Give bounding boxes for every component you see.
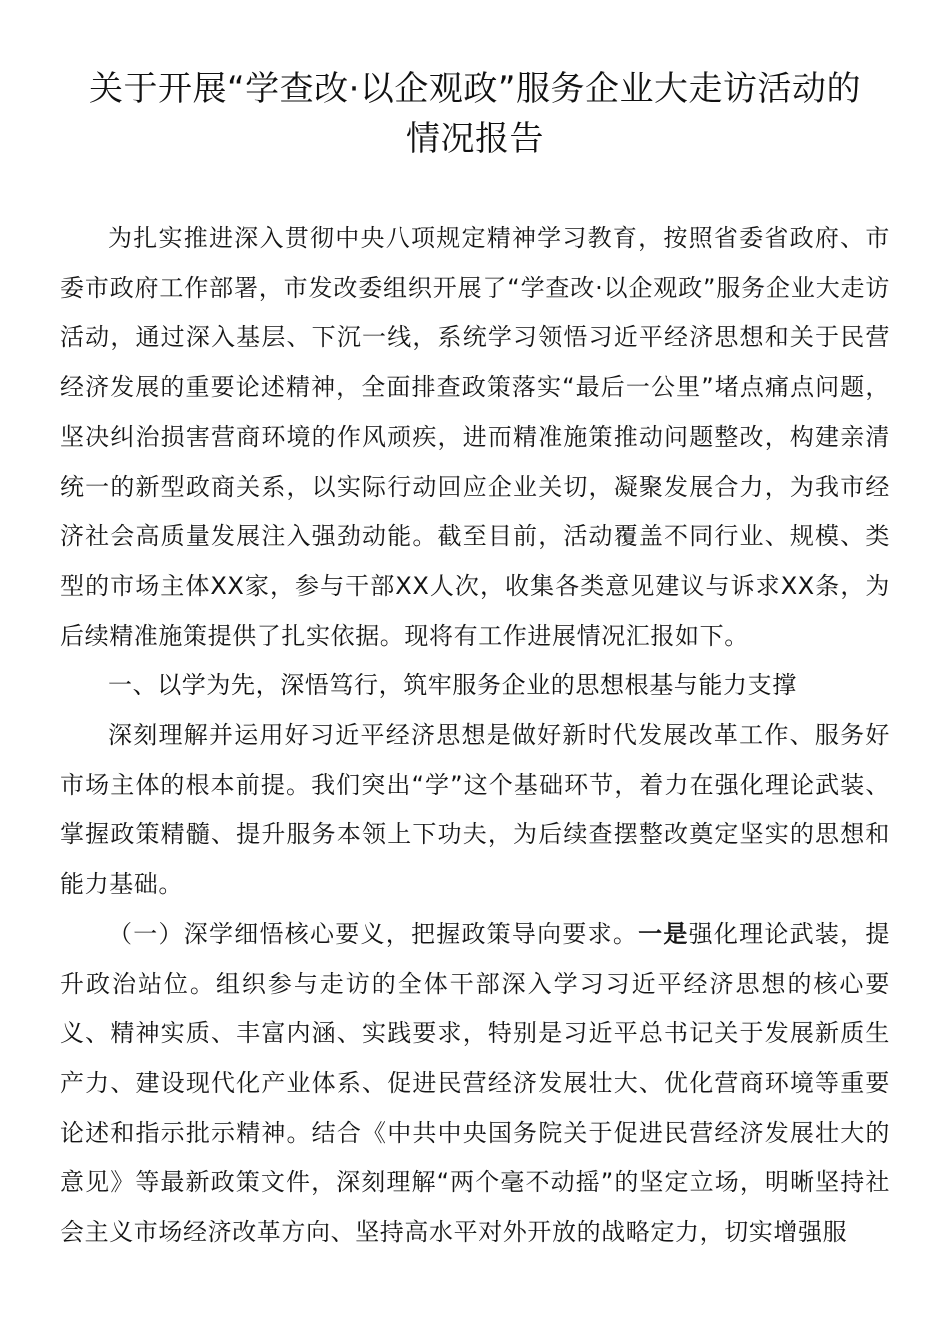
section-1-heading: 一、以学为先，深悟笃行，筑牢服务企业的思想根基与能力支撑 bbox=[108, 671, 797, 700]
title-line-1: 关于开展“学查改·以企观政”服务企业大走访活动的 bbox=[88, 69, 862, 109]
subsection-1-body: 强化理论武装，提升政治站位。组织参与走访的全体干部深入学习习近平经济思想的核心要义、精神实质、丰富内涵、实践要求，特别是习近平总书记关于发展新质生产力、建设现代化产业体系、促进民营经济发展壮大、优化营商环境等重要论述和指示批示精神。结合《中共中央国务院关于促进民营经济发展壮大的意见》等最新政策文件，深刻理解“两个毫不动摇”的坚定立场，明晰坚持社会主义市场经济改革方向、坚持高水平对外开放的战略定力，切实增强服 bbox=[60, 919, 890, 1247]
subsection-1-paragraph bbox=[60, 910, 890, 1258]
subsection-1-lead: （一）深学细悟核心要义，把握政策导向要求。 bbox=[108, 919, 639, 948]
intro-paragraph: 为扎实推进深入贯彻中央八项规定精神学习教育，按照省委省政府、市委市政府工作部署，市发改委组织开展了“学查改·以企观政”服务企业大走访活动，通过深入基层、下沉一线，系统学习领悟习近平经济思想和关于民营经济发展的重要论述精神，全面排查政策落实“最后一公里”堵点痛点问题，坚决纠治损害营商环境的作风顽疾，进而精准施策推动问题整改，构建亲清统一的新型政商关系，以实际行动回应企业关切，凝聚发展合力，为我市经济社会高质量发展注入强劲动能。截至目前，活动覆盖不同行业、规模、类型的市场主体XX家，参与干部XX人次，收集各类意见建议与诉求XX条，为后续精准施策提供了扎实依据。现将有工作进展情况汇报如下。 bbox=[60, 224, 890, 650]
section-1-intro-paragraph: 深刻理解并运用好习近平经济思想是做好新时代发展改革工作、服务好市场主体的根本前提。我们突出“学”这个基础环节，着力在强化理论武装、掌握政策精髓、提升服务本领上下功夫，为后续查摆整改奠定坚实的思想和能力基础。 bbox=[60, 721, 890, 899]
subsection-1-point-marker: 一是 bbox=[638, 919, 689, 948]
title-line-2: 情况报告 bbox=[406, 119, 544, 159]
document-title bbox=[60, 64, 890, 164]
document-body bbox=[60, 214, 890, 1258]
